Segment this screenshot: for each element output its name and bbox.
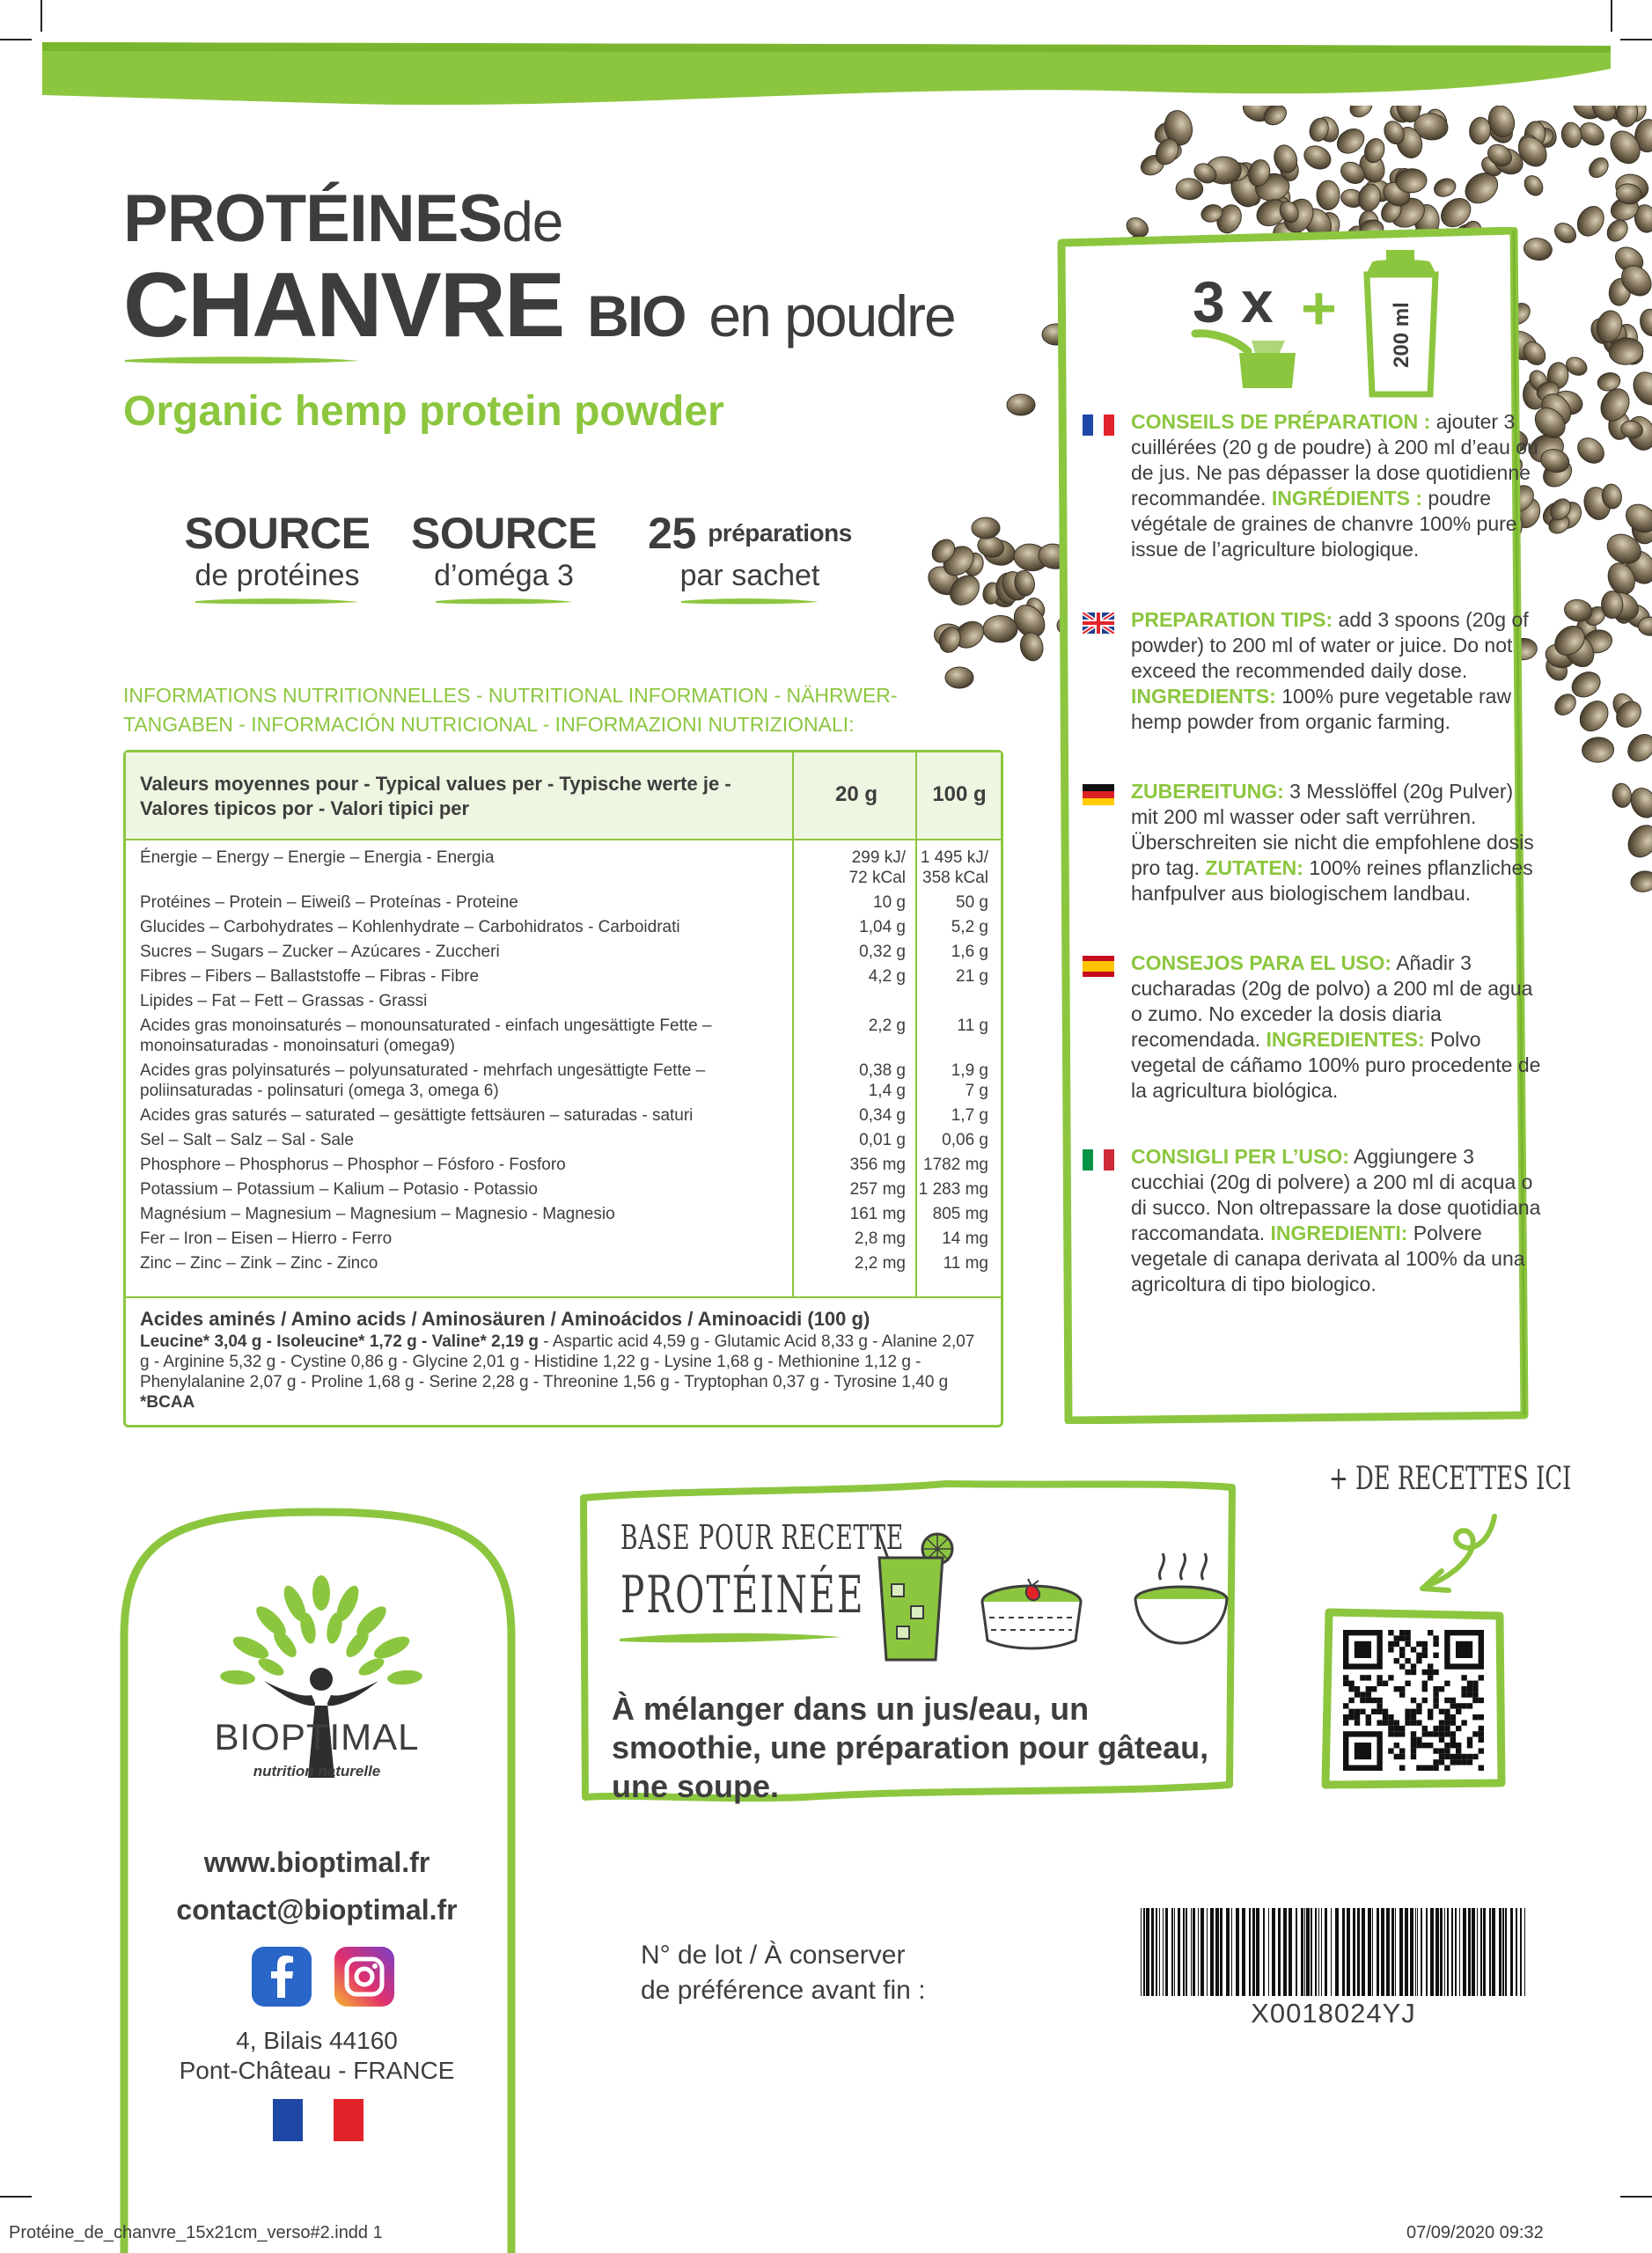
claim-preparations: 25 $^{préparations}$ par sachet	[627, 509, 873, 605]
column-20g: 20 g	[834, 782, 878, 806]
row-value-20g: 1,04 g	[859, 918, 906, 936]
instagram-icon[interactable]	[333, 1945, 396, 2008]
preparation-text	[1131, 607, 1545, 735]
title-line1: PROTÉINESde	[123, 181, 563, 256]
row-label: Sel – Salt – Salz – Sal - Sale	[140, 1131, 354, 1149]
row-value-20g: 0,32 g	[859, 943, 906, 961]
row-label: Acides gras monoinsaturés – monounsaturated - einfach ungesättigte Fette – monoinsaturadas - monoinsaturi (omega9)	[140, 1016, 712, 1055]
row-label: Protéines – Protein – Eiweiß – Proteínas - Proteine	[140, 893, 518, 912]
tips-label: CONSIGLI PER L’USO:	[1131, 1145, 1349, 1168]
ingredients-label: INGREDIENTI:	[1270, 1222, 1408, 1244]
row-value-20g: 0,34 g	[859, 1106, 906, 1125]
print-file-name: Protéine_de_chanvre_15x21cm_verso#2.indd 1	[9, 2223, 383, 2242]
crop-mark	[0, 2196, 32, 2198]
table-row	[126, 1229, 1001, 1249]
ingredients-label: ZUTATEN:	[1205, 856, 1303, 879]
table-row	[126, 1204, 1001, 1224]
row-label: Sucres – Sugars – Zucker – Azúcares - Zuccheri	[140, 943, 500, 961]
claim-omega3: SOURCE d’oméga 3	[405, 509, 603, 605]
tips-label: PREPARATION TIPS:	[1131, 608, 1333, 631]
row-label: Potassium – Potassium – Kalium – Potasio - Potassio	[140, 1180, 538, 1199]
row-value-100g: 5,2 g	[951, 918, 988, 936]
lot-info: N° de lot / À conserver de préférence avant fin :	[641, 1941, 926, 2005]
row-label: Lipides – Fat – Fett – Grassas - Grassi	[140, 992, 428, 1010]
row-value-100g: 14 mg	[942, 1229, 988, 1248]
row-value-100g: 805 mg	[932, 1205, 988, 1223]
table-row	[126, 848, 1001, 888]
print-date: 07/09/2020 09:32	[1406, 2223, 1544, 2242]
table-row	[126, 917, 1001, 937]
row-value-20g: 161 mg	[849, 1205, 906, 1223]
ingredients-text: 100% pure vegetable raw hemp powder from organic farming.	[1131, 685, 1512, 733]
flag-de-icon	[1083, 784, 1114, 805]
title-underline	[123, 354, 361, 366]
ingredients-label: INGREDIENTES:	[1266, 1028, 1425, 1051]
row-value-20g: 356 mg	[849, 1156, 906, 1174]
row-value-100g: 1 283 mg	[918, 1180, 988, 1199]
row-label: Glucides – Carbohydrates – Kohlenhydrate – Carbohidratos - Carboidrati	[140, 918, 680, 936]
row-value-20g: 299 kJ/ 72 kCal	[848, 848, 906, 887]
flag-it-icon	[1083, 1149, 1114, 1171]
row-value-20g	[795, 991, 918, 1011]
scoop-icon	[1188, 321, 1303, 392]
table-row	[126, 1253, 1001, 1273]
row-label: Fer – Iron – Eisen – Hierro - Ferro	[140, 1229, 393, 1248]
column-100g: 100 g	[932, 782, 987, 806]
more-recipes-label: + DE RECETTES ICI	[1329, 1461, 1572, 1497]
row-value-100g: 1 495 kJ/ 358 kCal	[920, 848, 988, 887]
shaker-volume-label	[1378, 299, 1422, 370]
table-row	[126, 1130, 1001, 1150]
tips-text: ajouter 3 cuillérées (20 g de poudre) à 200 ml d’eau ou de jus. Ne pas dépasser la dose quotidienne recommandée.	[1131, 410, 1538, 510]
tips-text: 3 Messlöffel (20g Pulver) mit 200 ml wasser oder saft verrühren. Überschreiten sie nicht die empfohlene dosis pro tag.	[1131, 780, 1534, 879]
row-value-100g: 0,06 g	[942, 1131, 988, 1149]
recipe-title-big: PROTÉINÉE	[620, 1565, 865, 1625]
row-value-100g	[918, 991, 1001, 1011]
table-row	[126, 1179, 1001, 1200]
ingredients-label: INGRÉDIENTS :	[1271, 487, 1423, 510]
table-row	[126, 1016, 1001, 1056]
curly-arrow-icon	[1408, 1509, 1505, 1597]
green-drink-icon	[867, 1523, 955, 1663]
row-value-20g: 2,2 g	[868, 1016, 906, 1035]
table-row	[126, 966, 1001, 987]
nutrition-table	[123, 750, 1003, 1427]
tips-label: CONSEILS DE PRÉPARATION :	[1131, 410, 1431, 433]
address: 4, Bilais 44160 Pont-Château - FRANCE	[179, 2027, 455, 2084]
row-value-100g: 50 g	[956, 893, 988, 912]
row-value-100g: 1782 mg	[923, 1156, 988, 1174]
row-label: Magnésium – Magnesium – Magnesium – Magnesio - Magnesio	[140, 1205, 615, 1223]
nutrition-heading: INFORMATIONS NUTRITIONNELLES - NUTRITIONAL INFORMATION - NÄHRWER-TANGABEN - INFORMACIÓN NUTRICIONAL - INFORMAZIONI NUTRIZIONALI:	[123, 684, 898, 736]
preparation-text	[1131, 950, 1545, 1104]
row-label: Acides gras polyinsaturés – polyunsaturated - mehrfach ungesättigte Fette – poliinsaturadas - polinsaturi (omega 3, omega 6)	[140, 1061, 706, 1100]
facebook-icon[interactable]	[250, 1945, 313, 2008]
preparation-text	[1131, 409, 1545, 562]
row-label: Phosphore – Phosphorus – Phosphor – Fósforo - Fosforo	[140, 1156, 566, 1174]
amino-acids	[126, 1296, 1001, 1413]
claim-protein: SOURCE de protéines	[180, 509, 374, 605]
claim-underline	[434, 597, 575, 605]
ingredients-text: 100% reines pflanzliches hanfpulver aus biologischem landbau.	[1131, 856, 1533, 905]
header-label: Valeurs moyennes pour - Typical values per - Typische werte je - Valores tipicos por - Valori tipici per	[140, 773, 731, 819]
top-banner	[0, 0, 1652, 114]
recipe-title-small: BASE POUR RECETTE	[620, 1518, 904, 1557]
amino-title: Acides aminés / Amino acids / Aminosäuren / Aminoácidos / Aminoacidi (100 g)	[140, 1308, 870, 1330]
row-value-100g: 1,7 g	[951, 1106, 988, 1125]
nutrition-table-header	[126, 752, 1001, 840]
flag-es-icon	[1083, 956, 1114, 977]
row-label: Fibres – Fibers – Ballaststoffe – Fibras - Fibre	[140, 967, 480, 986]
title-line2: CHANVRE BIO en poudre	[123, 254, 955, 356]
row-value-20g: 257 mg	[849, 1180, 906, 1199]
plus-sign: +	[1301, 274, 1337, 342]
cake-icon	[977, 1575, 1087, 1655]
barcode-number: X0018024YJ	[1251, 1998, 1416, 2029]
claim-underline	[194, 597, 361, 605]
tips-text: Aggiungere 3 cucchiai (20g di polvere) a 200 ml di acqua o di succo. Non oltrepassare la dose quotidiana raccomandata.	[1131, 1145, 1541, 1244]
crop-mark	[1620, 2196, 1652, 2198]
preparation-text	[1131, 1144, 1545, 1297]
flag-uk-icon	[1083, 613, 1114, 634]
table-row	[126, 991, 1001, 1011]
row-label: Zinc – Zinc – Zink – Zinc - Zinco	[140, 1254, 378, 1273]
row-value-20g: 4,2 g	[868, 967, 906, 986]
recipe-underline	[616, 1628, 845, 1646]
row-label: Énergie – Energy – Energie – Energia - Energia	[140, 848, 495, 867]
table-row	[126, 942, 1001, 962]
ingredients-text: poudre végétale de graines de chanvre 100% pure issue de l’agriculture biologique.	[1131, 487, 1517, 561]
tips-label: CONSEJOS PARA EL USO:	[1131, 951, 1392, 974]
ingredients-text: Polvo vegetal de cáñamo 100% puro procedente de la agricultura biológica.	[1131, 1028, 1541, 1102]
tips-text: add 3 spoons (20g of powder) to 200 ml of water or juice. Do not exceed the recommended daily dose.	[1131, 608, 1529, 682]
qr-code[interactable]	[1320, 1607, 1507, 1790]
ingredients-label: INGREDIENTS:	[1131, 685, 1276, 708]
soup-bowl-icon	[1131, 1545, 1232, 1650]
row-value-100g: 11 mg	[943, 1254, 988, 1273]
row-value-20g: 2,2 mg	[854, 1254, 906, 1273]
table-row	[126, 1155, 1001, 1175]
france-flag-icon	[273, 2099, 363, 2141]
dose-count: 3 x	[1193, 269, 1274, 334]
row-value-100g: 1,9 g 7 g	[951, 1061, 988, 1100]
claim-underline	[679, 597, 820, 605]
row-value-100g: 21 g	[956, 967, 988, 986]
flag-fr-icon	[1083, 415, 1114, 436]
subtitle: Organic hemp protein powder	[123, 388, 724, 435]
preparation-text	[1131, 779, 1545, 906]
row-value-100g: 11 g	[957, 1016, 988, 1035]
ingredients-text: Polvere vegetale di canapa derivata al 100% da una agricoltura di tipo biologico.	[1131, 1222, 1525, 1295]
tips-text: Añadir 3 cucharadas (20g de polvo) a 200 ml de agua o zumo. No exceder la dosis diaria recomendada.	[1131, 951, 1533, 1051]
brand-name: BIOPTIMAL	[214, 1716, 420, 1758]
brand-tagline: nutrition naturelle	[253, 1763, 381, 1780]
table-row	[126, 1105, 1001, 1126]
email-link[interactable]: contact@bioptimal.fr	[176, 1894, 458, 1926]
table-row	[126, 892, 1001, 913]
amino-body: Leucine* 3,04 g - Isoleucine* 1,72 g - Valine* 2,19 g - Aspartic acid 4,59 g - Glutamic Acid 8,33 g - Alanine 2,07 g - Arginine 5,32 g - Cystine 0,86 g - Glycine 2,01 g - Histidine 1,22 g - Lysine 1,68 g - Methionine 1,12 g - Phenylalanine 2,07 g - Proline 1,68 g - Serine 2,28 g - Threonine 1,56 g - Tryptophan 0,37 g - Tyrosine 1,40 g *BCAA	[140, 1332, 975, 1412]
row-value-20g: 2,8 mg	[854, 1229, 906, 1248]
table-row	[126, 1060, 1001, 1101]
tips-label: ZUBEREITUNG:	[1131, 780, 1284, 803]
row-value-100g: 1,6 g	[951, 943, 988, 961]
nutrition-rows	[126, 848, 1001, 1278]
row-value-20g: 0,01 g	[859, 1131, 906, 1149]
row-value-20g: 0,38 g 1,4 g	[859, 1061, 906, 1100]
row-value-20g: 10 g	[873, 893, 906, 912]
shaker-volume: 200 ml	[1390, 302, 1413, 368]
row-label: Acides gras saturés – saturated – gesättigte fettsäuren – saturadas - saturi	[140, 1106, 694, 1125]
website-link[interactable]: www.bioptimal.fr	[203, 1846, 430, 1878]
recipe-text: À mélanger dans un jus/eau, un smoothie, une préparation pour gâteau, une soupe.	[612, 1691, 1209, 1804]
barcode	[1135, 1908, 1531, 1996]
